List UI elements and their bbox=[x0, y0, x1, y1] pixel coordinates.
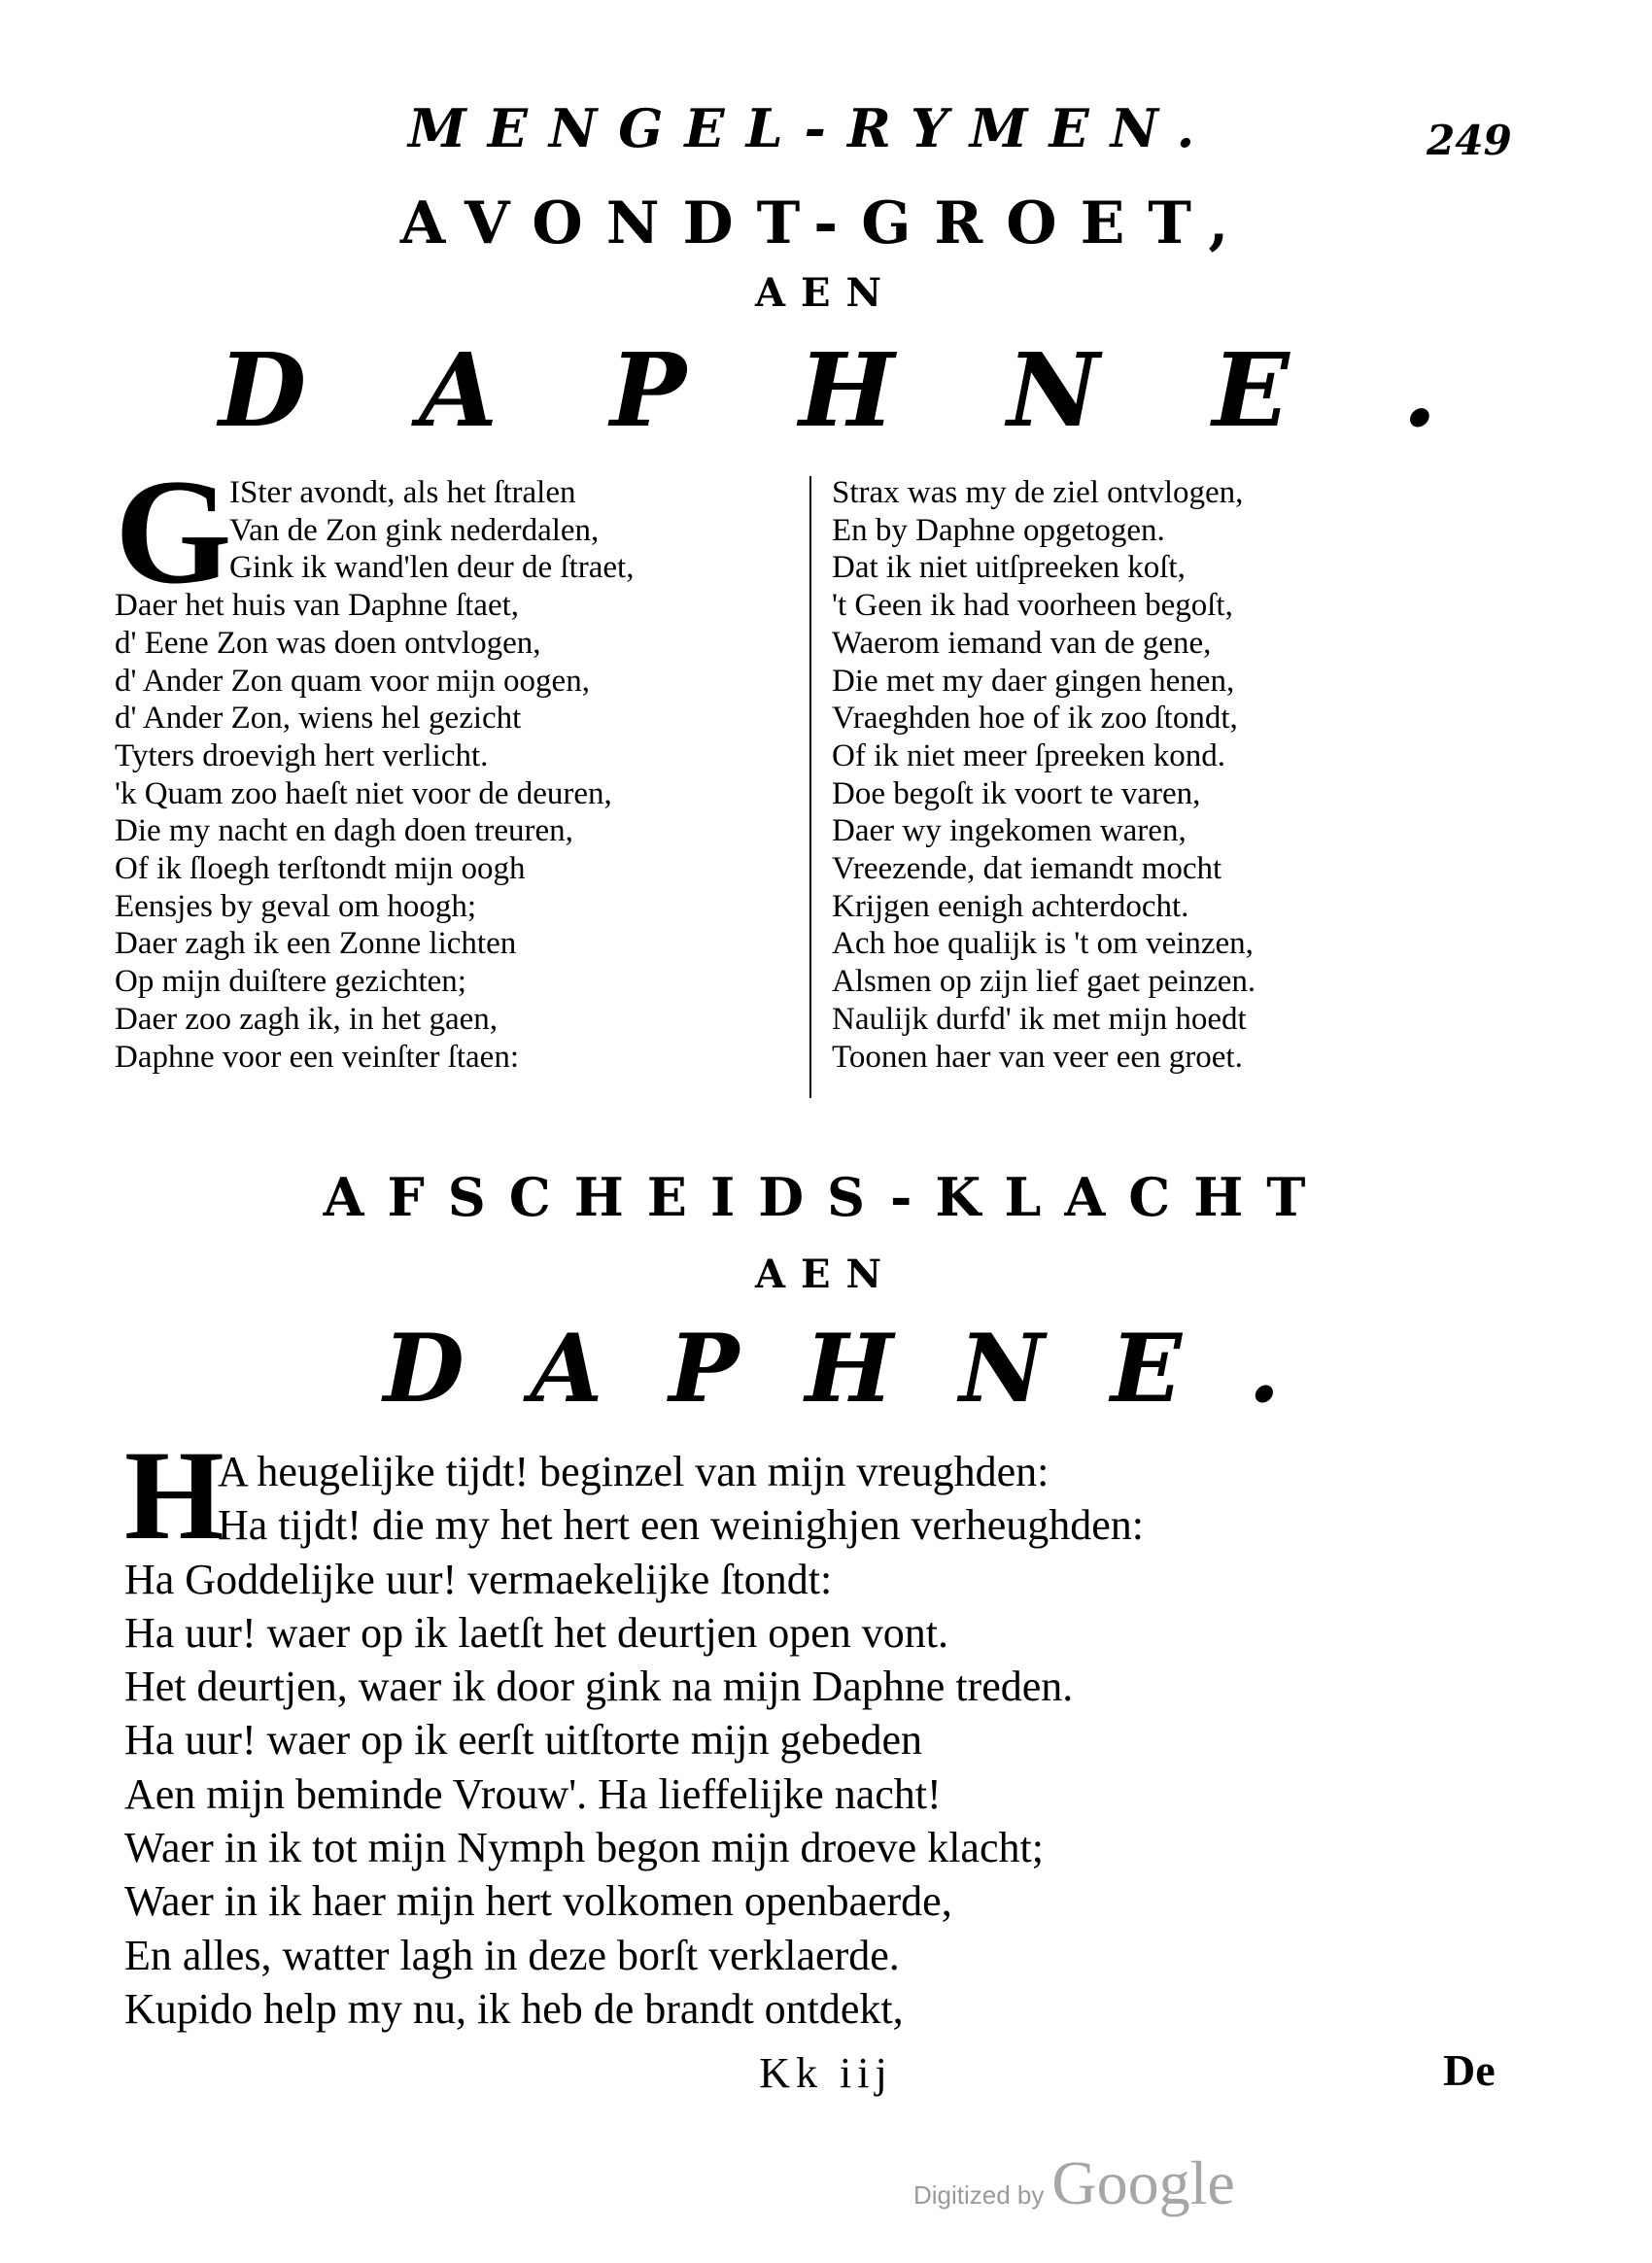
poem-line: Op mijn duiſtere gezichten; bbox=[115, 964, 466, 1000]
poem1-drop-cap: G bbox=[115, 448, 232, 615]
poem-line: Of ik ſloegh terſtondt mijn oogh bbox=[115, 851, 526, 887]
poem2-drop-cap: H bbox=[124, 1423, 224, 1566]
poem-line: Ha tijdt! die my het hert een weinighjen verheughden: bbox=[218, 1501, 1145, 1550]
poem-line: Alsmen op zijn lief gaet peinzen. bbox=[832, 964, 1256, 1000]
poem-line: Van de Zon gink nederdalen, bbox=[229, 512, 600, 548]
poem-line: Vraeghden hoe of ik zoo ſtondt, bbox=[832, 701, 1238, 737]
poem-line: Tyters droevigh hert verlicht. bbox=[115, 737, 489, 773]
poem-line: Gink ik wand'len deur de ſtraet, bbox=[229, 550, 635, 586]
poem-line: Of ik niet meer ſpreeken kond. bbox=[832, 737, 1226, 773]
poem1-left-column bbox=[115, 474, 634, 1076]
google-logo: Google bbox=[1051, 2148, 1235, 2217]
poem1-title: AVONDT-GROET, bbox=[399, 189, 1253, 257]
watermark-prefix: Digitized by bbox=[913, 2180, 1045, 2210]
poem1-dedication: AEN bbox=[754, 270, 898, 316]
poem-line: Waer in ik haer mijn hert volkomen openbaerde, bbox=[124, 1877, 952, 1926]
poem-line: Doe begoſt ik voort te varen, bbox=[832, 775, 1201, 811]
running-head: MENGEL-RYMEN. bbox=[408, 97, 1217, 159]
digitized-watermark bbox=[913, 2147, 1235, 2219]
poem-line: Kupido help my nu, ik heb de brandt ontdekt, bbox=[124, 1984, 904, 2033]
poem-line: Naulijk durfd' ik met mijn hoedt bbox=[832, 1001, 1247, 1037]
poem-line: 'k Quam zoo haeſt niet voor de deuren, bbox=[115, 775, 612, 811]
poem2-title: AFSCHEIDS-KLACHT bbox=[323, 1166, 1329, 1228]
poem-line: Vreezende, dat iemandt mocht bbox=[832, 851, 1222, 887]
poem-line: d' Ander Zon, wiens hel gezicht bbox=[115, 701, 522, 737]
poem-line: Die met my daer gingen henen, bbox=[832, 663, 1235, 699]
poem-line: Ha uur! waer op ik eerſt uitſtorte mijn gebeden bbox=[124, 1716, 923, 1765]
poem-line: Ha uur! waer op ik laetſt het deurtjen open vont. bbox=[124, 1608, 948, 1657]
poem-line: A heugelijke tijdt! beginzel van mijn vreughden: bbox=[218, 1448, 1050, 1495]
poem-line: d' Eene Zon was doen ontvlogen, bbox=[115, 625, 541, 661]
poem-line: Aen mijn beminde Vrouw'. Ha lieffelijke nacht! bbox=[124, 1769, 942, 1818]
poem-line: Daphne voor een veinſter ſtaen: bbox=[115, 1039, 519, 1075]
poem-line: Krijgen eenigh achterdocht. bbox=[832, 888, 1189, 924]
poem-line: Waer in ik tot mijn Nymph begon mijn droeve klacht; bbox=[124, 1824, 1044, 1872]
poem-line: Daer het huis van Daphne ſtaet, bbox=[115, 588, 520, 624]
poem-line: Toonen haer van veer een groet. bbox=[832, 1039, 1243, 1075]
column-divider bbox=[809, 476, 811, 1098]
poem2-dedication: AEN bbox=[754, 1252, 898, 1297]
poem-line: Daer zagh ik een Zonne lichten bbox=[115, 926, 517, 962]
poem1-name: DAPHNE. bbox=[219, 330, 1550, 450]
poem-line: Eensjes by geval om hoogh; bbox=[115, 888, 477, 924]
poem-line: Strax was my de ziel ontvlogen, bbox=[832, 475, 1244, 510]
poem2-name: DAPHNE. bbox=[383, 1314, 1347, 1423]
poem1-right-column bbox=[832, 474, 1256, 1076]
poem-line: Dat ik niet uitſpreeken koſt, bbox=[832, 550, 1186, 586]
poem-line: ISter avondt, als het ſtralen bbox=[229, 475, 576, 510]
poem2-body bbox=[124, 1445, 1144, 2036]
signature-mark: Kk iij bbox=[759, 2049, 893, 2097]
poem-line: Het deurtjen, waer ik door gink na mijn Daphne treden. bbox=[124, 1663, 1074, 1711]
poem-line: Die my nacht en dagh doen treuren, bbox=[115, 813, 573, 849]
poem-line: Ach hoe qualijk is 't om veinzen, bbox=[832, 926, 1254, 962]
poem-line: Ha Goddelijke uur! vermaekelijke ſtondt: bbox=[124, 1555, 833, 1603]
poem-line: En alles, watter lagh in deze borſt verklaerde. bbox=[124, 1931, 900, 1979]
poem-line: Waerom iemand van de gene, bbox=[832, 625, 1212, 661]
poem-line: En by Daphne opgetogen. bbox=[832, 512, 1165, 548]
poem-line: 't Geen ik had voorheen begoſt, bbox=[832, 588, 1233, 624]
poem-line: Daer wy ingekomen waren, bbox=[832, 813, 1187, 849]
catchword: De bbox=[1443, 2045, 1496, 2095]
poem-line: Daer zoo zagh ik, in het gaen, bbox=[115, 1001, 499, 1037]
poem-line: d' Ander Zon quam voor mijn oogen, bbox=[115, 663, 590, 699]
page-number: 249 bbox=[1427, 117, 1512, 164]
